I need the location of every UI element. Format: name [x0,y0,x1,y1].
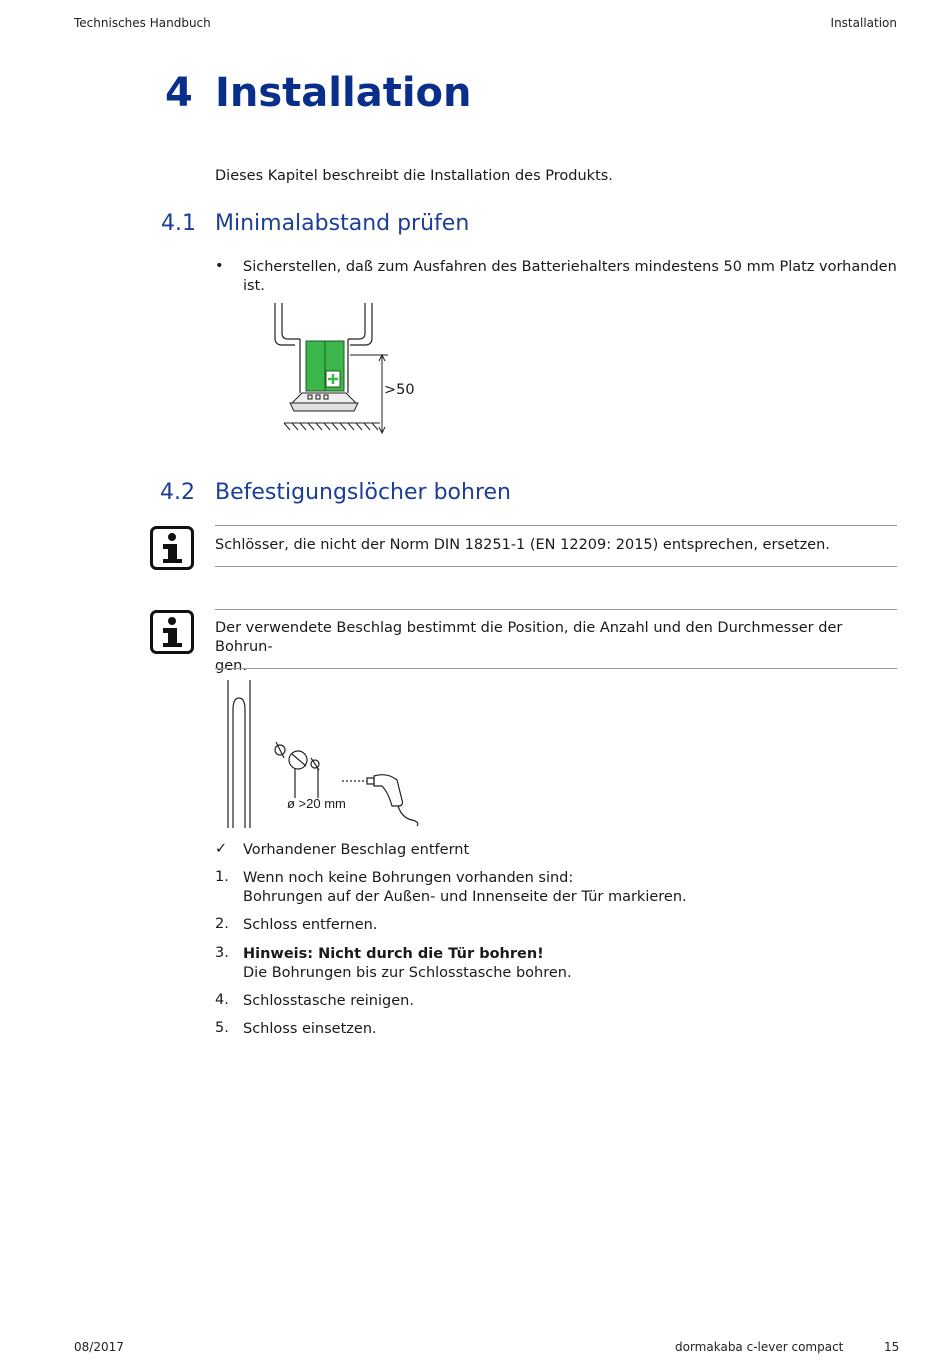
step-1-line1: Wenn noch keine Bohrungen vorhanden sind: [243,870,574,886]
section-4-2-number: 4.2 [160,480,195,505]
note2-text-line2: gen. [215,658,247,674]
step-5-text: Schloss einsetzen. [243,1021,377,1037]
hole-diameter-label: ø >20 mm [287,796,346,811]
note1-bottom-rule [215,566,897,567]
clearance-dimension-label: >50 [384,382,415,398]
chapter-intro: Dieses Kapitel beschreibt die Installation des Produkts. [215,168,613,184]
step-5-number: 5. [215,1020,229,1036]
precondition-check-icon: ✓ [215,841,228,857]
note2-text-line1: Der verwendete Beschlag bestimmt die Position, die Anzahl und den Durchmesser der Bohrun- [215,620,843,655]
header-doc-title: Technisches Handbuch [74,16,211,30]
chapter-title: Installation [215,70,472,116]
bullet-text-line2: ist. [243,278,265,294]
note2-top-rule [215,609,897,610]
section-4-2-title: Befestigungslöcher bohren [215,480,511,505]
step-2-text: Schloss entfernen. [243,917,378,933]
bullet-text [243,258,897,296]
note1-top-rule [215,525,897,526]
section-4-1-title: Minimalabstand prüfen [215,211,470,236]
footer-page-number: 15 [884,1340,900,1354]
precondition-text: Vorhandener Beschlag entfernt [243,842,470,858]
info-icon [150,526,194,570]
step-3-line2: Die Bohrungen bis zur Schlosstasche bohren. [243,965,572,981]
footer-product: dormakaba c-lever compact [675,1340,844,1354]
step-4-number: 4. [215,992,229,1008]
step-3 [243,945,897,983]
step-3-number: 3. [215,945,229,961]
step-1 [243,869,897,907]
step-1-number: 1. [215,869,229,885]
chapter-number: 4 [165,70,193,116]
battery-clearance-figure [270,303,420,438]
footer-date: 08/2017 [74,1340,124,1354]
info-icon [150,610,194,654]
section-4-1-number: 4.1 [161,211,196,236]
note1-text: Schlösser, die nicht der Norm DIN 18251-1 (EN 12209: 2015) entsprechen, ersetzen. [215,537,830,553]
step-2-number: 2. [215,916,229,932]
bullet-marker: • [215,258,224,274]
note2-bottom-rule [215,668,897,669]
header-chapter-title: Installation [830,16,897,30]
step-3-warning: Hinweis: Nicht durch die Tür bohren! [243,946,544,962]
step-4-text: Schlosstasche reinigen. [243,993,414,1009]
bullet-text-line1: Sicherstellen, daß zum Ausfahren des Batteriehalters mindestens 50 mm Platz vorhanden [243,259,897,275]
step-1-line2: Bohrungen auf der Außen- und Innenseite der Tür markieren. [243,889,687,905]
